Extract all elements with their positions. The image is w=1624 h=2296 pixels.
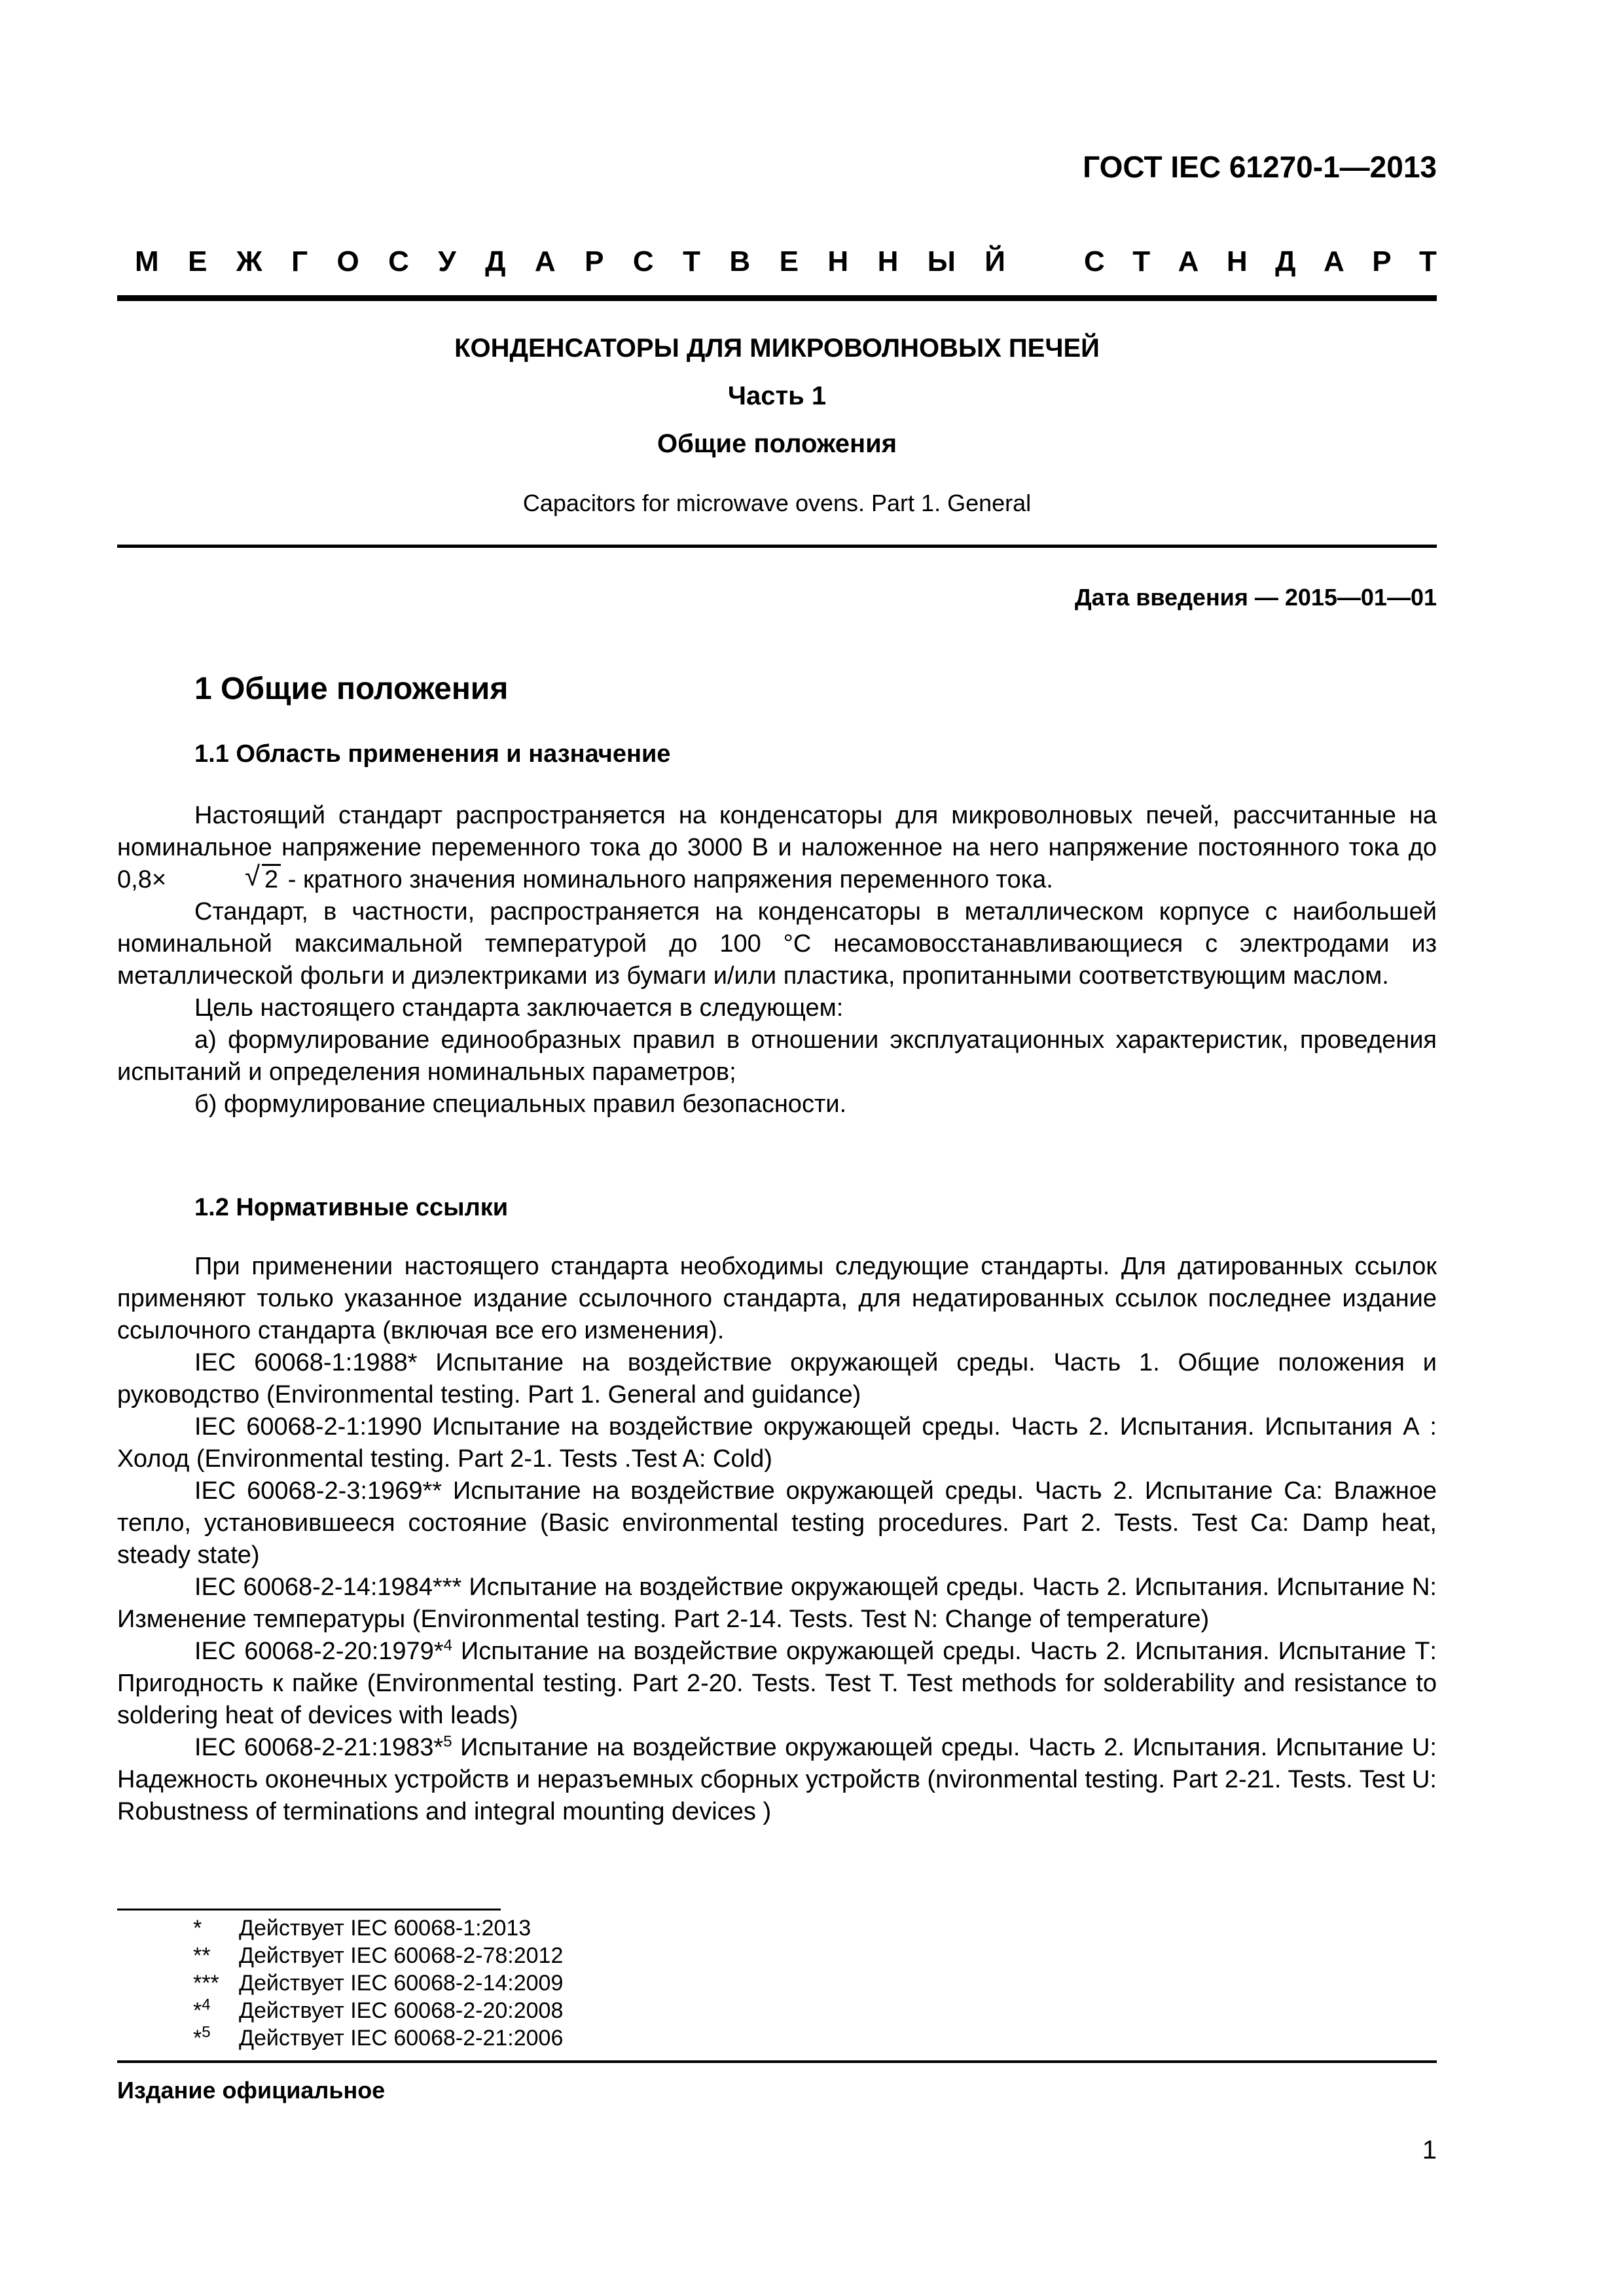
banner-letter: А — [1178, 245, 1199, 278]
footnote-mark — [193, 1969, 239, 1997]
banner-letter: Ы — [927, 245, 956, 278]
title-rule — [117, 545, 1437, 548]
footnote-item — [193, 2024, 563, 2052]
footnote-item — [193, 1969, 563, 1997]
footnote-mark — [193, 1942, 239, 1969]
reference-code: IEC 60068-2-3:1969** — [194, 1477, 442, 1505]
banner-letter: Н — [877, 245, 899, 278]
banner-letter: Т — [1132, 245, 1151, 278]
banner-letter: О — [336, 245, 359, 278]
document-subtitle: Общие положения — [657, 429, 897, 458]
footnote-text: Действует IEC 60068-2-21:2006 — [239, 2026, 564, 2051]
reference-text: Испытание на воздействие окружающей среды. Часть 2. Испытания. Испытание U: Надежность оконечных устройств и неразъемных сборных устройств (nvironmental testing. Part 2-21. Tests. Test U: Robustness of terminations and integral mounting devices ) — [117, 1734, 1437, 1825]
footnote-mark — [193, 1997, 239, 2024]
gost-code: ГОСТ IEC 61270-1—2013 — [1083, 150, 1437, 184]
reference-item — [117, 1475, 1437, 1571]
interstate-standard-label — [135, 245, 1437, 278]
footnotes — [193, 1914, 563, 2052]
list-item: б) формулирование специальных правил безопасности. — [194, 1090, 847, 1118]
page-number: 1 — [1422, 2136, 1437, 2164]
footnote-separator — [117, 1909, 501, 1910]
banner-letter: М — [135, 245, 159, 278]
interstate-word-2 — [1084, 245, 1437, 278]
reference-code: IEC 60068-2-21:1983* — [194, 1734, 444, 1761]
interstate-word-1 — [135, 245, 1005, 278]
reference-text: Испытание на воздействие окружающей среды. Часть 2. Испытания. Испытание Т: Пригодность к пайке (Environmental testing. Part 2-20. Tests. Test T. Test methods for solderability and resistance to soldering heat of devices with leads) — [117, 1638, 1437, 1729]
reference-superscript: 4 — [443, 1636, 452, 1655]
footnote-text: Действует IEC 60068-2-78:2012 — [239, 1943, 564, 1968]
section-1-heading: 1 Общие положения — [194, 672, 509, 706]
banner-letter: Т — [683, 245, 700, 278]
banner-letter: У — [438, 245, 456, 278]
english-title: Capacitors for microwave ovens. Part 1. General — [522, 490, 1032, 516]
sqrt-icon: √ — [245, 861, 261, 891]
footnote-text: Действует IEC 60068-1:2013 — [239, 1916, 532, 1941]
reference-item — [117, 1411, 1437, 1475]
header-rule — [117, 295, 1437, 301]
banner-letter: Й — [984, 245, 1005, 278]
footnote-mark — [193, 1914, 239, 1942]
paragraph-text: - кратного значения номинального напряжения переменного тока. — [281, 866, 1053, 893]
intro-date: Дата введения — 2015—01—01 — [1074, 584, 1437, 611]
references-list — [117, 1347, 1437, 1828]
footnote-text: Действует IEC 60068-2-14:2009 — [239, 1971, 564, 1996]
reference-text: Испытание на воздействие окружающей среды. Часть 1. Общие положения и руководство (Environmental testing. Part 1. General and guidance) — [117, 1349, 1437, 1408]
sqrt-expression — [168, 861, 281, 896]
footer-rule — [117, 2060, 1437, 2063]
reference-text: Испытание на воздействие окружающей среды. Часть 2. Испытание Са: Влажное тепло, установившееся состояние (Basic environmental testing procedures. Part 2. Tests. Test Ca: Damp heat, steady state) — [117, 1477, 1437, 1569]
banner-letter: Г — [291, 245, 308, 278]
reference-text: Испытание на воздействие окружающей среды. Часть 2. Испытания. Испытания А : Холод (Environmental testing. Part 2-1. Tests .Test A: Cold) — [117, 1413, 1437, 1473]
banner-letter: Е — [779, 245, 799, 278]
footnote-mark-symbol: * — [193, 2026, 202, 2051]
banner-letter: Е — [188, 245, 208, 278]
banner-letter: Ж — [236, 245, 262, 278]
footnote-mark — [193, 2024, 239, 2052]
banner-letter: Т — [1419, 245, 1437, 278]
paragraph: При применении настоящего стандарта необходимы следующие стандарты. Для датированных ссылок применяют только указанное издание ссылочного стандарта, для недатированных ссылок последнее издание ссылочного стандарта (включая все его изменения). — [117, 1253, 1437, 1344]
banner-letter: С — [632, 245, 654, 278]
reference-superscript: 5 — [443, 1732, 452, 1751]
reference-item — [117, 1636, 1437, 1732]
reference-code: IEC 60068-1:1988* — [194, 1349, 418, 1376]
reference-item — [117, 1571, 1437, 1636]
banner-letter: С — [388, 245, 409, 278]
reference-text: Испытание на воздействие окружающей среды. Часть 2. Испытания. Испытание N: Изменение температуры (Environmental testing. Part 2-14. Tests. Test N: Change of temperature) — [117, 1573, 1437, 1633]
banner-letter: Д — [485, 245, 506, 278]
banner-letter: В — [729, 245, 751, 278]
section-1-2-heading: 1.2 Нормативные ссылки — [194, 1194, 509, 1221]
banner-letter: Д — [1275, 245, 1296, 278]
list-item: а) формулирование единообразных правил в отношении эксплуатационных характеристик, проведения испытаний и определения номинальных параметров; — [117, 1026, 1437, 1086]
paragraph: Цель настоящего стандарта заключается в следующем: — [194, 994, 844, 1022]
banner-letter: Н — [827, 245, 849, 278]
document-title: КОНДЕНСАТОРЫ ДЛЯ МИКРОВОЛНОВЫХ ПЕЧЕЙ — [454, 334, 1100, 363]
paragraph: Стандарт, в частности, распространяется на конденсаторы в металлическом корпусе с наибольшей номинальной максимальной температурой до 100 °С несамовосстанавливающиеся с электродами из металлической фольги и диэлектриками из бумаги и/или пластика, пропитанными соответствующим маслом. — [117, 898, 1437, 990]
reference-code: IEC 60068-2-1:1990 — [194, 1413, 422, 1441]
banner-letter: А — [1323, 245, 1344, 278]
section-1-1-body — [117, 800, 1437, 1121]
banner-letter: А — [534, 245, 556, 278]
paragraph-text: Настоящий стандарт распространяется на конденсаторы для микроволновых печей, рассчитанные на номинальное напряжение переменного тока до 3000 В и наложенное на него напряжение постоянного тока до 0,8× — [117, 802, 1437, 893]
reference-code: IEC 60068-2-14:1984*** — [194, 1573, 462, 1601]
footnote-mark-superscript: 4 — [202, 1996, 211, 2014]
footnote-mark-superscript: 5 — [202, 2023, 211, 2041]
paragraph — [117, 800, 1437, 896]
footnote-item — [193, 1942, 563, 1969]
banner-letter: Р — [1372, 245, 1392, 278]
banner-letter: Н — [1226, 245, 1248, 278]
banner-letter: Р — [585, 245, 604, 278]
footnote-mark-symbol: *** — [193, 1971, 219, 1996]
banner-letter: С — [1084, 245, 1105, 278]
footnote-mark-symbol: * — [193, 1916, 202, 1941]
footnote-item — [193, 1997, 563, 2024]
reference-item — [117, 1347, 1437, 1411]
section-1-2-body — [117, 1251, 1437, 1828]
edition-label: Издание официальное — [117, 2077, 386, 2104]
footnote-item — [193, 1914, 563, 1942]
reference-item — [117, 1732, 1437, 1828]
footnote-text: Действует IEC 60068-2-20:2008 — [239, 1998, 564, 2023]
sqrt-value: 2 — [262, 864, 281, 893]
footnote-mark-symbol: * — [193, 1998, 202, 2023]
document-part: Часть 1 — [727, 382, 827, 410]
section-1-1-heading: 1.1 Область применения и назначение — [194, 740, 671, 768]
reference-code: IEC 60068-2-20:1979* — [194, 1638, 444, 1665]
footnote-mark-symbol: ** — [193, 1943, 211, 1968]
